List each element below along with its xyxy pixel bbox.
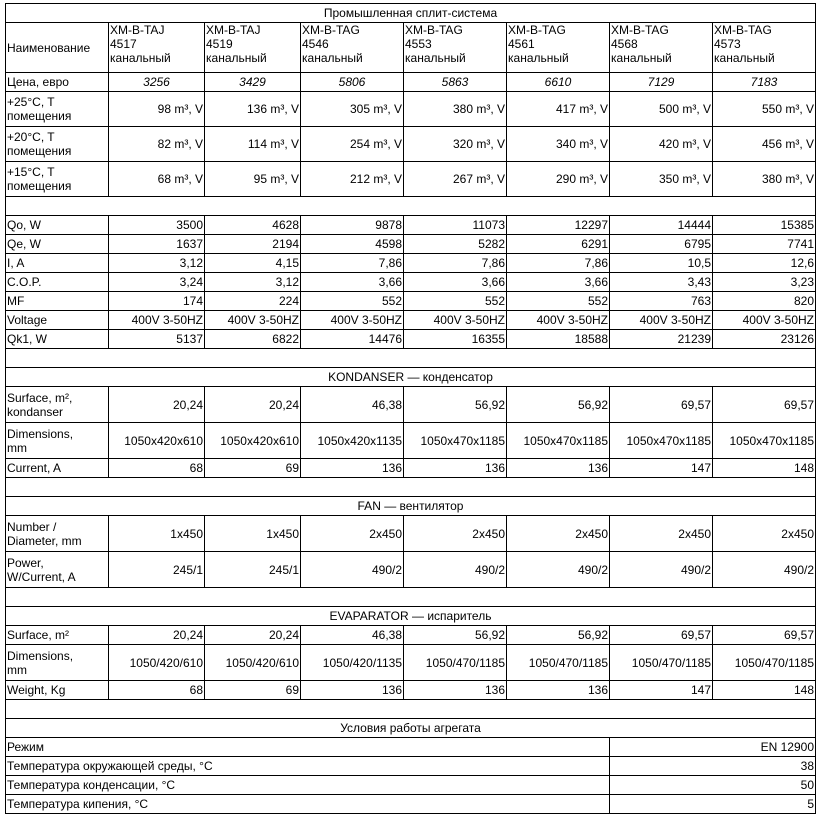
performance-value: 21239 [610,330,713,349]
condenser-row [6,387,816,423]
performance-value: 3,24 [109,273,205,292]
label-line: канальный [714,51,775,65]
performance-value: 11073 [404,216,507,235]
performance-value: 3,66 [404,273,507,292]
evaporator-value: 20,24 [205,626,301,645]
row-label: Qk1, W [6,330,109,349]
room-volume-row [6,162,816,197]
performance-value: 7,86 [507,254,610,273]
volume-value: 380 m³, V [404,92,507,127]
label-line: помещения [7,109,72,123]
fan-value: 490/2 [507,552,610,588]
performance-value: 7741 [713,235,816,254]
performance-row [6,292,816,311]
price-value: 7183 [713,73,816,92]
performance-value: 3,12 [205,273,301,292]
performance-value: 174 [109,292,205,311]
volume-value: 82 m³, V [109,127,205,162]
evaporator-row [6,645,816,681]
volume-value: 340 m³, V [507,127,610,162]
condenser-value: 69 [205,459,301,478]
conditions-row [6,776,816,795]
label-line: mm [7,440,27,455]
fan-value: 490/2 [610,552,713,588]
row-label [6,459,109,478]
performance-value: 3,43 [610,273,713,292]
label-line: kondanser [7,404,64,419]
model-name [713,23,816,73]
performance-value: 224 [205,292,301,311]
condenser-value: 1050x470x1185 [507,423,610,459]
performance-value: 3,12 [109,254,205,273]
spacer-row [6,478,816,497]
condition-label: Режим [6,738,610,757]
label-line: 4517 [110,37,137,51]
condition-value: 38 [610,757,816,776]
condition-label: Температура конденсации, °C [6,776,610,795]
row-label: C.O.P. [6,273,109,292]
label-line: Number / [7,519,57,534]
row-label [6,162,109,197]
label-line: 4561 [508,37,535,51]
condition-label: Температура кипения, °C [6,795,610,814]
row-label [6,92,109,127]
evaporator-section-title: EVAPARATOR — испаритель [6,607,816,626]
performance-value: 400V 3-50HZ [301,311,404,330]
row-label [6,552,109,588]
performance-value: 3,23 [713,273,816,292]
volume-value: 380 m³, V [713,162,816,197]
label-line: 4568 [611,37,638,51]
condenser-value: 147 [610,459,713,478]
row-label: Цена, евро [6,73,109,92]
evaporator-row [6,626,816,645]
spacer-row [6,588,816,607]
performance-value: 6291 [507,235,610,254]
evaporator-value: 1050/470/1185 [610,645,713,681]
table-title: Промышленная сплит-система [6,4,816,23]
price-value: 3256 [109,73,205,92]
label-line: Current, A [7,461,62,475]
spacer-row [6,197,816,216]
evaporator-value: 148 [713,681,816,700]
fan-value: 1x450 [205,516,301,552]
row-label: I, A [6,254,109,273]
performance-value: 15385 [713,216,816,235]
split-system-spec-table [5,3,816,814]
evaporator-value: 1050/470/1185 [404,645,507,681]
performance-value: 4628 [205,216,301,235]
performance-value: 14444 [610,216,713,235]
fan-value: 1x450 [109,516,205,552]
model-name [507,23,610,73]
condenser-value: 1050x420x610 [205,423,301,459]
evaporator-value: 136 [404,681,507,700]
label-line: канальный [206,51,267,65]
performance-value: 400V 3-50HZ [404,311,507,330]
performance-value: 6795 [610,235,713,254]
performance-value: 7,86 [404,254,507,273]
performance-value: 552 [507,292,610,311]
row-label [6,681,109,700]
evaporator-value: 136 [301,681,404,700]
row-label [6,516,109,552]
label-line: канальный [611,51,672,65]
performance-value: 400V 3-50HZ [713,311,816,330]
price-value: 6610 [507,73,610,92]
performance-value: 6822 [205,330,301,349]
label-line: помещения [7,179,72,193]
fan-value: 2x450 [301,516,404,552]
label-line: XM-B-TAG [405,23,463,37]
row-label [6,645,109,681]
volume-value: 550 m³, V [713,92,816,127]
condenser-value: 46,38 [301,387,404,423]
spacer-row [6,700,816,719]
condenser-value: 1050x420x1135 [301,423,404,459]
price-row [6,73,816,92]
spacer-row [6,197,816,216]
spacer-row [6,700,816,719]
performance-value: 9878 [301,216,404,235]
condenser-value: 1050x470x1185 [610,423,713,459]
row-label [6,387,109,423]
label-line: канальный [508,51,569,65]
label-line: XM-B-TAJ [110,23,165,37]
performance-value: 400V 3-50HZ [507,311,610,330]
performance-value: 400V 3-50HZ [205,311,301,330]
label-line: Surface, m², [7,390,73,405]
condenser-section-title: KONDANSER — конденсатор [6,368,816,387]
performance-row [6,254,816,273]
evaporator-value: 69,57 [610,626,713,645]
performance-value: 2194 [205,235,301,254]
fan-row [6,552,816,588]
condenser-value: 136 [404,459,507,478]
volume-value: 350 m³, V [610,162,713,197]
spacer-row [6,349,816,368]
evaporator-value: 1050/420/610 [205,645,301,681]
evaporator-value: 1050/420/610 [109,645,205,681]
volume-value: 500 m³, V [610,92,713,127]
spacer-row [6,349,816,368]
fan-value: 490/2 [713,552,816,588]
room-volume-row [6,127,816,162]
row-label [6,626,109,645]
volume-value: 68 m³, V [109,162,205,197]
conditions-row [6,757,816,776]
fan-section-title: FAN — вентилятор [6,497,816,516]
row-label: Qe, W [6,235,109,254]
condenser-value: 136 [301,459,404,478]
performance-value: 12297 [507,216,610,235]
conditions-row [6,738,816,757]
row-label: MF [6,292,109,311]
performance-value: 12,6 [713,254,816,273]
performance-value: 14476 [301,330,404,349]
performance-value: 5282 [404,235,507,254]
performance-value: 10,5 [610,254,713,273]
label-line: +25°C, T [7,95,55,109]
label-line: Dimensions, [7,648,74,663]
volume-value: 305 m³, V [301,92,404,127]
fan-value: 490/2 [301,552,404,588]
conditions-section-title: Условия работы агрегата [6,719,816,738]
price-value: 5806 [301,73,404,92]
condenser-value: 69,57 [713,387,816,423]
label-line: XM-B-TAG [611,23,669,37]
performance-row [6,330,816,349]
row-label [6,127,109,162]
label-line: +15°C, T [7,165,55,179]
model-name [205,23,301,73]
label-line: Dimensions, [7,426,74,441]
label-line: XM-B-TAG [714,23,772,37]
performance-value: 1637 [109,235,205,254]
volume-value: 320 m³, V [404,127,507,162]
performance-value: 820 [713,292,816,311]
performance-value: 400V 3-50HZ [610,311,713,330]
fan-value: 2x450 [507,516,610,552]
condenser-value: 148 [713,459,816,478]
label-line: mm [7,662,27,677]
volume-value: 212 m³, V [301,162,404,197]
performance-value: 400V 3-50HZ [109,311,205,330]
row-label: Voltage [6,311,109,330]
label-line: канальный [302,51,363,65]
condenser-row [6,459,816,478]
label-line: 4573 [714,37,741,51]
condenser-value: 20,24 [205,387,301,423]
label-line: 4546 [302,37,329,51]
fan-row [6,516,816,552]
performance-value: 4,15 [205,254,301,273]
evaporator-value: 1050/470/1185 [713,645,816,681]
spacer-row [6,478,816,497]
fan-value: 245/1 [109,552,205,588]
condition-value: EN 12900 [610,738,816,757]
performance-value: 23126 [713,330,816,349]
evaporator-row [6,681,816,700]
volume-value: 136 m³, V [205,92,301,127]
volume-value: 267 m³, V [404,162,507,197]
fan-value: 245/1 [205,552,301,588]
performance-value: 552 [404,292,507,311]
label-line: XM-B-TAJ [206,23,261,37]
price-value: 3429 [205,73,301,92]
performance-value: 18588 [507,330,610,349]
condenser-value: 69,57 [610,387,713,423]
label-line: Diameter, mm [7,533,82,548]
volume-value: 95 m³, V [205,162,301,197]
evaporator-value: 46,38 [301,626,404,645]
name-label: Наименование [6,23,109,73]
model-name [109,23,205,73]
model-name [610,23,713,73]
condenser-value: 56,92 [404,387,507,423]
label-line: помещения [7,144,72,158]
volume-value: 417 m³, V [507,92,610,127]
volume-value: 114 m³, V [205,127,301,162]
volume-value: 290 m³, V [507,162,610,197]
performance-value: 3,66 [301,273,404,292]
condition-value: 5 [610,795,816,814]
conditions-row [6,795,816,814]
condenser-row [6,423,816,459]
spacer-row [6,588,816,607]
label-line: W/Current, A [7,569,76,584]
volume-value: 98 m³, V [109,92,205,127]
label-line: Power, [7,555,44,570]
evaporator-value: 1050/420/1135 [301,645,404,681]
performance-value: 5137 [109,330,205,349]
condenser-value: 1050x470x1185 [713,423,816,459]
performance-value: 3500 [109,216,205,235]
evaporator-value: 68 [109,681,205,700]
evaporator-value: 56,92 [404,626,507,645]
model-name [404,23,507,73]
performance-value: 3,66 [507,273,610,292]
evaporator-value: 20,24 [109,626,205,645]
evaporator-value: 69 [205,681,301,700]
fan-value: 490/2 [404,552,507,588]
performance-row [6,235,816,254]
performance-row [6,273,816,292]
condition-value: 50 [610,776,816,795]
performance-value: 4598 [301,235,404,254]
condenser-value: 68 [109,459,205,478]
price-value: 7129 [610,73,713,92]
volume-value: 254 m³, V [301,127,404,162]
label-line: 4553 [405,37,432,51]
model-name [301,23,404,73]
label-line: Weight, Kg [7,683,66,697]
condenser-value: 136 [507,459,610,478]
performance-value: 16355 [404,330,507,349]
evaporator-value: 69,57 [713,626,816,645]
fan-value: 2x450 [404,516,507,552]
row-label: Qo, W [6,216,109,235]
performance-row [6,311,816,330]
fan-value: 2x450 [713,516,816,552]
label-line: Surface, m² [7,628,70,642]
performance-value: 763 [610,292,713,311]
price-value: 5863 [404,73,507,92]
condenser-value: 1050x470x1185 [404,423,507,459]
room-volume-row [6,92,816,127]
performance-value: 7,86 [301,254,404,273]
evaporator-value: 1050/470/1185 [507,645,610,681]
volume-value: 420 m³, V [610,127,713,162]
condenser-value: 56,92 [507,387,610,423]
condition-label: Температура окружающей среды, °C [6,757,610,776]
label-line: XM-B-TAG [508,23,566,37]
performance-value: 552 [301,292,404,311]
evaporator-value: 136 [507,681,610,700]
model-header-row [6,23,816,73]
condenser-value: 20,24 [109,387,205,423]
performance-row [6,216,816,235]
condenser-value: 1050x420x610 [109,423,205,459]
evaporator-value: 147 [610,681,713,700]
fan-value: 2x450 [610,516,713,552]
row-label [6,423,109,459]
label-line: XM-B-TAG [302,23,360,37]
label-line: канальный [110,51,171,65]
label-line: 4519 [206,37,233,51]
evaporator-value: 56,92 [507,626,610,645]
volume-value: 456 m³, V [713,127,816,162]
label-line: +20°C, T [7,130,55,144]
label-line: канальный [405,51,466,65]
